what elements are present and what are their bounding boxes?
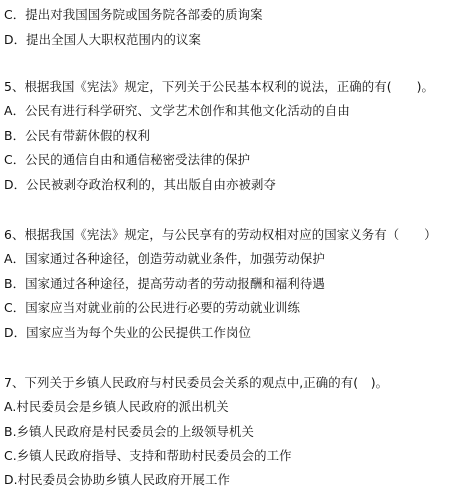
q6-option-b: B．国家通过各种途径，提高劳动者的劳动报酬和福利待遇 (4, 276, 325, 291)
q7-option-a: A.村民委员会是乡镇人民政府的派出机关 (4, 399, 229, 414)
q7-option-c: C.乡镇人民政府指导、支持和帮助村民委员会的工作 (4, 448, 292, 463)
q6-option-a: A．国家通过各种途径，创造劳动就业条件，加强劳动保护 (4, 251, 325, 266)
q5-option-c: C．公民的通信自由和通信秘密受法律的保护 (4, 152, 251, 167)
q5-stem: 5、根据我国《宪法》规定，下列关于公民基本权利的说法，正确的有( )。 (4, 79, 435, 94)
q5-option-b: B．公民有带薪休假的权利 (4, 128, 150, 143)
q6-stem: 6、根据我国《宪法》规定，与公民享有的劳动权相对应的国家义务有（ ） (4, 227, 437, 242)
q4-option-d: D．提出全国人大职权范围内的议案 (4, 32, 202, 47)
q7-stem: 7、下列关于乡镇人民政府与村民委员会关系的观点中,正确的有( )。 (4, 375, 389, 390)
q5-option-d: D．公民被剥夺政治权利的，其出版自由亦被剥夺 (4, 177, 276, 192)
q7-option-d: D.村民委员会协助乡镇人民政府开展工作 (4, 472, 231, 487)
q6-option-c: C．国家应当对就业前的公民进行必要的劳动就业训练 (4, 300, 301, 315)
q5-option-a: A．公民有进行科学研究、文学艺术创作和其他文化活动的自由 (4, 103, 350, 118)
q6-option-d: D．国家应当为每个失业的公民提供工作岗位 (4, 325, 251, 340)
q4-option-c: C．提出对我国国务院或国务院各部委的质询案 (4, 7, 263, 22)
q7-option-b: B.乡镇人民政府是村民委员会的上级领导机关 (4, 424, 254, 439)
